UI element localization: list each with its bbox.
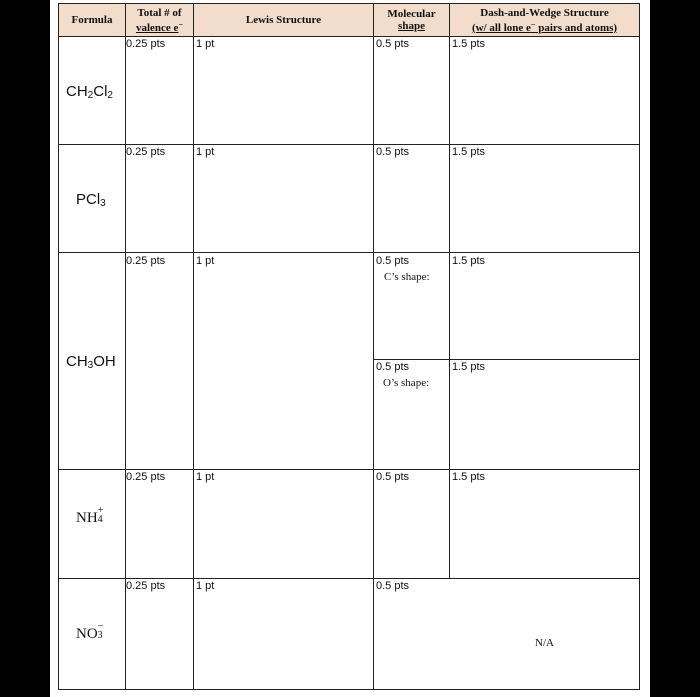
row5-valence-pts: 0.25 pts	[126, 580, 166, 592]
row4-formula	[76, 504, 106, 527]
header-valence-line2-wrap	[136, 19, 183, 34]
row1-formula	[66, 83, 113, 101]
row-divider-methanol-sub	[373, 359, 640, 360]
col-border-left	[58, 3, 59, 690]
row-divider-4	[58, 578, 640, 579]
row4-shape-pts: 0.5 pts	[376, 471, 410, 483]
row-divider-header	[58, 36, 640, 37]
row2-formula	[76, 191, 106, 209]
header-dash-line2-sup: −	[530, 19, 536, 29]
row4-valence-pts: 0.25 pts	[126, 471, 166, 483]
row1-formula-p2: Cl	[93, 83, 108, 100]
header-formula	[59, 4, 125, 36]
row4-formula-p0: NH	[76, 510, 98, 526]
row1-shape-pts: 0.5 pts	[376, 38, 410, 50]
header-dash-line2	[472, 19, 617, 34]
worksheet-page	[50, 0, 650, 697]
header-dash-line2-b: pairs and atoms)	[535, 21, 618, 34]
row3-formula-p0: CH	[66, 353, 88, 370]
row4-dash-pts: 1.5 pts	[452, 471, 486, 483]
row1-formula-p1: 2	[87, 90, 94, 101]
header-molecular-line2: shape	[398, 20, 425, 32]
row3-shape-pts-c: 0.5 pts	[376, 255, 410, 267]
row4-formula-stack	[97, 504, 106, 526]
header-valence-line2: valence e	[135, 21, 179, 34]
header-valence-sup: −	[178, 19, 183, 29]
col-divider-2	[193, 3, 194, 690]
table-border-top	[58, 3, 640, 4]
row1-dash-pts: 1.5 pts	[452, 38, 486, 50]
header-lewis	[194, 4, 373, 36]
row3-shape-pts-o: 0.5 pts	[376, 361, 410, 373]
row2-formula-p0: PCl	[76, 191, 101, 208]
row-divider-3	[58, 469, 640, 470]
row3-valence-pts: 0.25 pts	[126, 255, 166, 267]
row5-lewis-pts: 1 pt	[196, 580, 215, 592]
row2-valence-pts: 0.25 pts	[126, 146, 166, 158]
col-border-right	[639, 3, 640, 690]
table-border-bottom	[58, 689, 640, 690]
row4-formula-charge: +	[97, 504, 104, 516]
row5-formula-p0: NO	[76, 626, 98, 642]
row3-formula-p1: 3	[87, 360, 94, 371]
row-divider-1	[58, 144, 640, 145]
row3-dash-pts-c: 1.5 pts	[452, 255, 486, 267]
row5-formula	[76, 620, 106, 643]
row2-formula-p1: 3	[100, 198, 106, 209]
header-valence-line1: Total # of	[137, 6, 182, 19]
row1-valence-pts: 0.25 pts	[126, 38, 166, 50]
row3-formula-p2: OH	[93, 353, 116, 370]
header-lewis-text: Lewis Structure	[245, 14, 322, 26]
header-dash-line2-a: (w/ all lone e	[471, 21, 531, 34]
row4-formula-count: 4	[97, 513, 103, 525]
row1-formula-p3: 2	[107, 90, 113, 101]
row-divider-2	[58, 252, 640, 253]
col-divider-4	[449, 3, 450, 579]
header-dash-wedge	[450, 4, 639, 36]
col-divider-3	[373, 3, 374, 690]
row2-dash-pts: 1.5 pts	[452, 146, 486, 158]
row5-formula-count: 3	[97, 629, 103, 641]
row3-dash-pts-o: 1.5 pts	[452, 361, 486, 373]
header-molecular	[374, 4, 449, 36]
header-valence	[126, 4, 193, 36]
row5-formula-charge: −	[97, 620, 104, 632]
row3-shape-label-c: C’s shape:	[384, 271, 430, 283]
row3-lewis-pts: 1 pt	[196, 255, 215, 267]
row3-formula	[66, 353, 116, 371]
row5-shape-pts: 0.5 pts	[376, 580, 410, 592]
row1-lewis-pts: 1 pt	[196, 38, 215, 50]
row5-formula-stack	[97, 620, 106, 642]
row2-lewis-pts: 1 pt	[196, 146, 215, 158]
header-dash-line1: Dash-and-Wedge Structure	[480, 6, 609, 19]
row5-dash-na: N/A	[535, 637, 554, 649]
row2-shape-pts: 0.5 pts	[376, 146, 410, 158]
row3-shape-label-o: O’s shape:	[383, 377, 430, 389]
header-formula-text: Formula	[71, 14, 113, 26]
header-molecular-line1: Molecular	[387, 8, 436, 20]
row4-lewis-pts: 1 pt	[196, 471, 215, 483]
row1-formula-p0: CH	[66, 83, 88, 100]
